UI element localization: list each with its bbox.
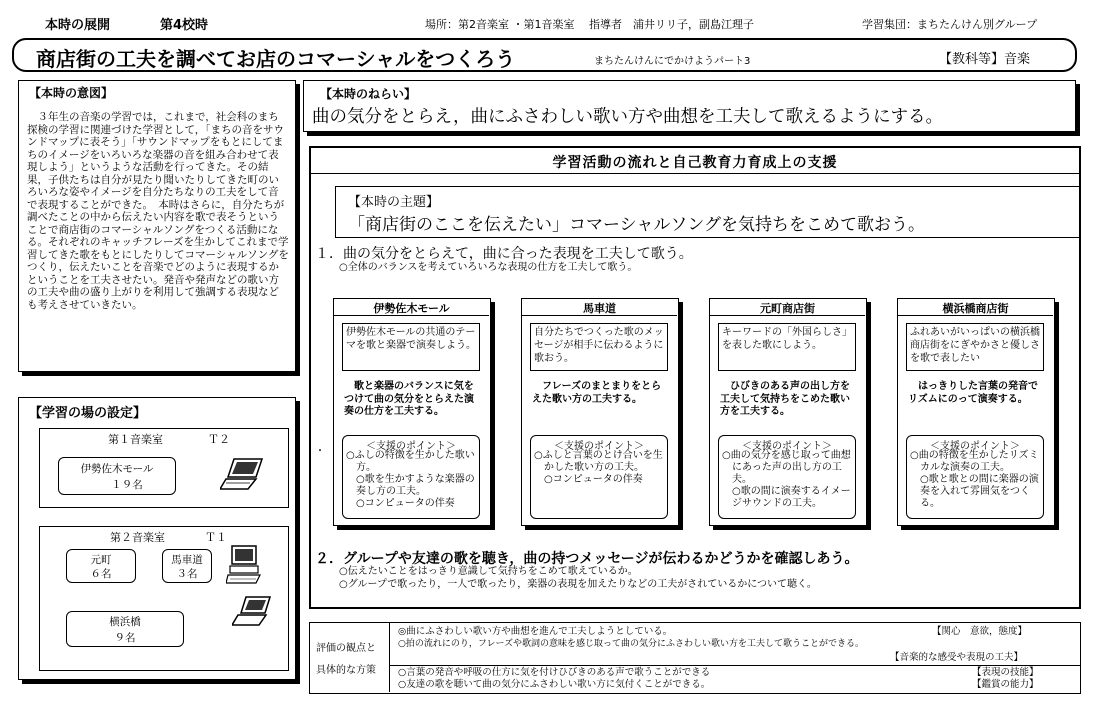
card-focus: 歌と楽器のバランスに気をつけて曲の気分をとらえた演奏の仕方を工夫する。 — [344, 381, 474, 417]
support-box — [342, 435, 480, 519]
intent-body: ３年生の音楽の学習では，これまで，社会科のまち探検の学習に関連づけた学習として，「まちの音をサウンドマップに表そう」「サウンドマップをもとにしてまちのイメージをいろいろな楽器の音を組み合わせて表現しよう」というような活動を行ってきた。その結果，子供たちは自分が見たり聞いたりしてきた町のいろいろな姿やイメージを自分たちなりの工夫をして音で表現することができた。 本時はさらに，自分たちが調べたことの中から伝えたい内容を歌で表そうということで商店街のコマーシャルソングをつくる活動になる。それぞれのキャッチフレーズを生かしてこれまで学習してきた歌をもとにしたりしてコマーシャルソングをつくり，伝えたいことを音楽でどのように表現するかということを工夫させたい。発音や発声などの歌い方の工夫や曲の盛り上がりを利用して強調する表現なども考えさせていきたい。 — [27, 111, 289, 311]
room2-box — [39, 526, 289, 671]
setting-box — [18, 397, 296, 680]
evaluation-tag: 【鑑賞の能力】 — [972, 679, 1039, 690]
step2-note: ○伝えたいことをはっきり意識して気持ちをこめて歌えているか。 — [339, 566, 638, 577]
support-heading: ＜支援のポイント＞ — [930, 441, 1020, 452]
room2-group-name: 横浜橋 — [109, 616, 141, 628]
aim-text: 曲の気分をとらえ，曲にふさわしい歌い方や曲想を工夫して歌えるようにする。 — [312, 107, 944, 127]
support-heading: ＜支援のポイント＞ — [742, 441, 832, 452]
card-focus: フレーズのまとまりをとらえた歌い方の工夫する。 — [532, 381, 662, 405]
room2-teacher: Ｔ１ — [205, 531, 227, 544]
card-theme: 自分たちでつくった歌のメッセージが相手に伝わるように歌おう。 — [530, 323, 668, 371]
card-focus: はっきりした言葉の発音でリズムにのって演奏する。 — [908, 381, 1038, 405]
evaluation-tag: 【関心 意欲，態度】 — [932, 626, 1028, 637]
room1-teacher: Ｔ２ — [208, 433, 230, 446]
group-card — [709, 298, 867, 526]
room2-group-box — [66, 611, 184, 647]
step1-note: ○全体のバランスを考えていろいろな表現の仕方を工夫して歌う。 — [339, 262, 638, 273]
aim-heading: 【本時のねらい】 — [320, 87, 417, 101]
support-heading: ＜支援のポイント＞ — [366, 441, 456, 452]
card-title: 馬車道 — [583, 302, 616, 315]
laptop-icon — [220, 457, 264, 491]
card-theme: 伊勢佐木モールの共通のテーマを歌と楽器で演奏しよう。 — [342, 323, 480, 371]
group-card — [333, 298, 491, 526]
card-theme: ふれあいがいっぱいの横浜橋商店街をにぎやかさと優しさを歌で表したい — [906, 323, 1044, 371]
evaluation-divider — [390, 665, 1080, 666]
room1-group-name: 伊勢佐木モール — [80, 463, 154, 475]
place-info: 場所：第2音楽室 ・第1音楽室 指導者 浦井リリ子，副島江理子 — [425, 18, 754, 31]
flow-heading-bar — [311, 148, 1079, 174]
step1-text: １．曲の気分をとらえて，曲に合った表現を工夫して歌う。 — [315, 246, 693, 262]
card-title: 横浜橋商店街 — [942, 302, 1009, 315]
room2-group-name: 馬車道 — [171, 554, 203, 566]
theme-text: 「商店街のここを伝えたい」コマーシャルソングを気持ちをこめて歌おう。 — [348, 215, 925, 235]
evaluation-label-cell — [310, 623, 390, 692]
lesson-subtitle: まちたんけんにでかけようパート3 — [594, 56, 751, 67]
bullet-mark: ・ — [315, 446, 325, 457]
evaluation-item: ◎曲にふさわしい歌い方や曲想を進んで工夫しようとしている。 — [398, 626, 673, 637]
room2-name: 第２音楽室 — [110, 531, 165, 544]
flow-box — [309, 146, 1081, 609]
support-text: ○曲の気分を感じ取って曲想にあった声の出し方の工夫。 ○歌の間に演奏するイメージサウンドの工夫。 — [722, 450, 851, 509]
desktop-computer-icon — [226, 545, 262, 585]
support-heading: ＜支援のポイント＞ — [554, 441, 644, 452]
group-card — [897, 298, 1055, 526]
support-box — [906, 435, 1044, 519]
subject-label: 【教科等】音楽 — [939, 52, 1031, 67]
room1-name: 第１音楽室 — [108, 433, 163, 446]
support-text: ○曲の特徴を生かしたリズミカルな演奏の工夫。 ○歌と歌との間に楽器の演奏を入れて雰囲気をつくる。 — [910, 450, 1039, 509]
lesson-title: 商店街の工夫を調べてお店のコマーシャルをつくろう — [36, 47, 516, 71]
room2-group-box — [162, 549, 212, 583]
evaluation-item: ○拍の流れにのり，フレーズや歌詞の意味を感じ取って曲の気分にふさわしい歌い方を工夫して歌うことができる。 — [398, 639, 865, 649]
room2-group-count: ９名 — [114, 632, 136, 644]
laptop-icon — [232, 595, 272, 631]
group-card — [521, 298, 679, 526]
step2-text: ２．グループや友達の歌を聴き，曲の持つメッセージが伝わるかどうかを確認しあう。 — [315, 551, 859, 567]
flow-heading: 学習活動の流れと自己教育力育成上の支援 — [552, 155, 838, 171]
room1-group-count: １９名 — [111, 479, 143, 491]
support-text: ○ふしの特徴を生かした歌い方。 ○歌を生かすような楽器の奏し方の工夫。 ○コンピュータの伴奏 — [346, 450, 475, 509]
support-box — [718, 435, 856, 519]
group-info: 学習集団：まちたんけん別グループ — [862, 18, 1038, 31]
support-box — [530, 435, 668, 519]
intent-box — [18, 80, 296, 372]
card-title: 元町商店街 — [760, 302, 815, 315]
evaluation-tag: 【表現の技能】 — [972, 667, 1039, 678]
room2-group-count: ３名 — [176, 568, 198, 580]
evaluation-label: 評価の観点と — [316, 643, 376, 654]
evaluation-box — [309, 622, 1081, 694]
evaluation-item: ○友達の歌を聴いて曲の気分にふさわしい歌い方に気付くことができる。 — [398, 679, 711, 690]
room2-group-name: 元町 — [90, 554, 112, 566]
room1-group-box — [58, 457, 176, 495]
theme-heading: 【本時の主題】 — [348, 195, 440, 210]
intent-heading: 【本時の意図】 — [29, 86, 114, 100]
evaluation-label: 具体的な方策 — [316, 665, 376, 676]
room1-box — [39, 428, 289, 508]
card-title: 伊勢佐木モール — [373, 302, 450, 315]
room2-group-count: ６名 — [90, 568, 112, 580]
card-focus: ひびきのある声の出し方を工夫して気持ちをこめた歌い方を工夫する。 — [720, 381, 850, 417]
title-bar — [12, 38, 1077, 72]
evaluation-tag: 【音楽的な感受や表現の工夫】 — [890, 652, 1024, 663]
aim-box — [303, 80, 1076, 132]
lesson-label: 本時の展開 — [45, 18, 111, 33]
step2-note: ○グループで歌ったり，一人で歌ったり，楽器の表現を加えたりなどの工夫がされているかについて聴く。 — [339, 579, 817, 590]
theme-box — [335, 186, 1079, 238]
setting-heading: 【学習の場の設定】 — [29, 406, 147, 421]
period: 第4校時 — [160, 18, 209, 33]
evaluation-item: ○言葉の発音や呼吸の仕方に気を付けひびきのある声で歌うことができる — [398, 667, 711, 678]
room2-group-box — [66, 549, 136, 583]
support-text: ○ふしと言葉のとけ合いを生かした歌い方の工夫。 ○コンピュータの伴奏 — [534, 450, 663, 485]
card-theme: キーワードの「外国らしさ」を表した歌にしよう。 — [718, 323, 856, 371]
